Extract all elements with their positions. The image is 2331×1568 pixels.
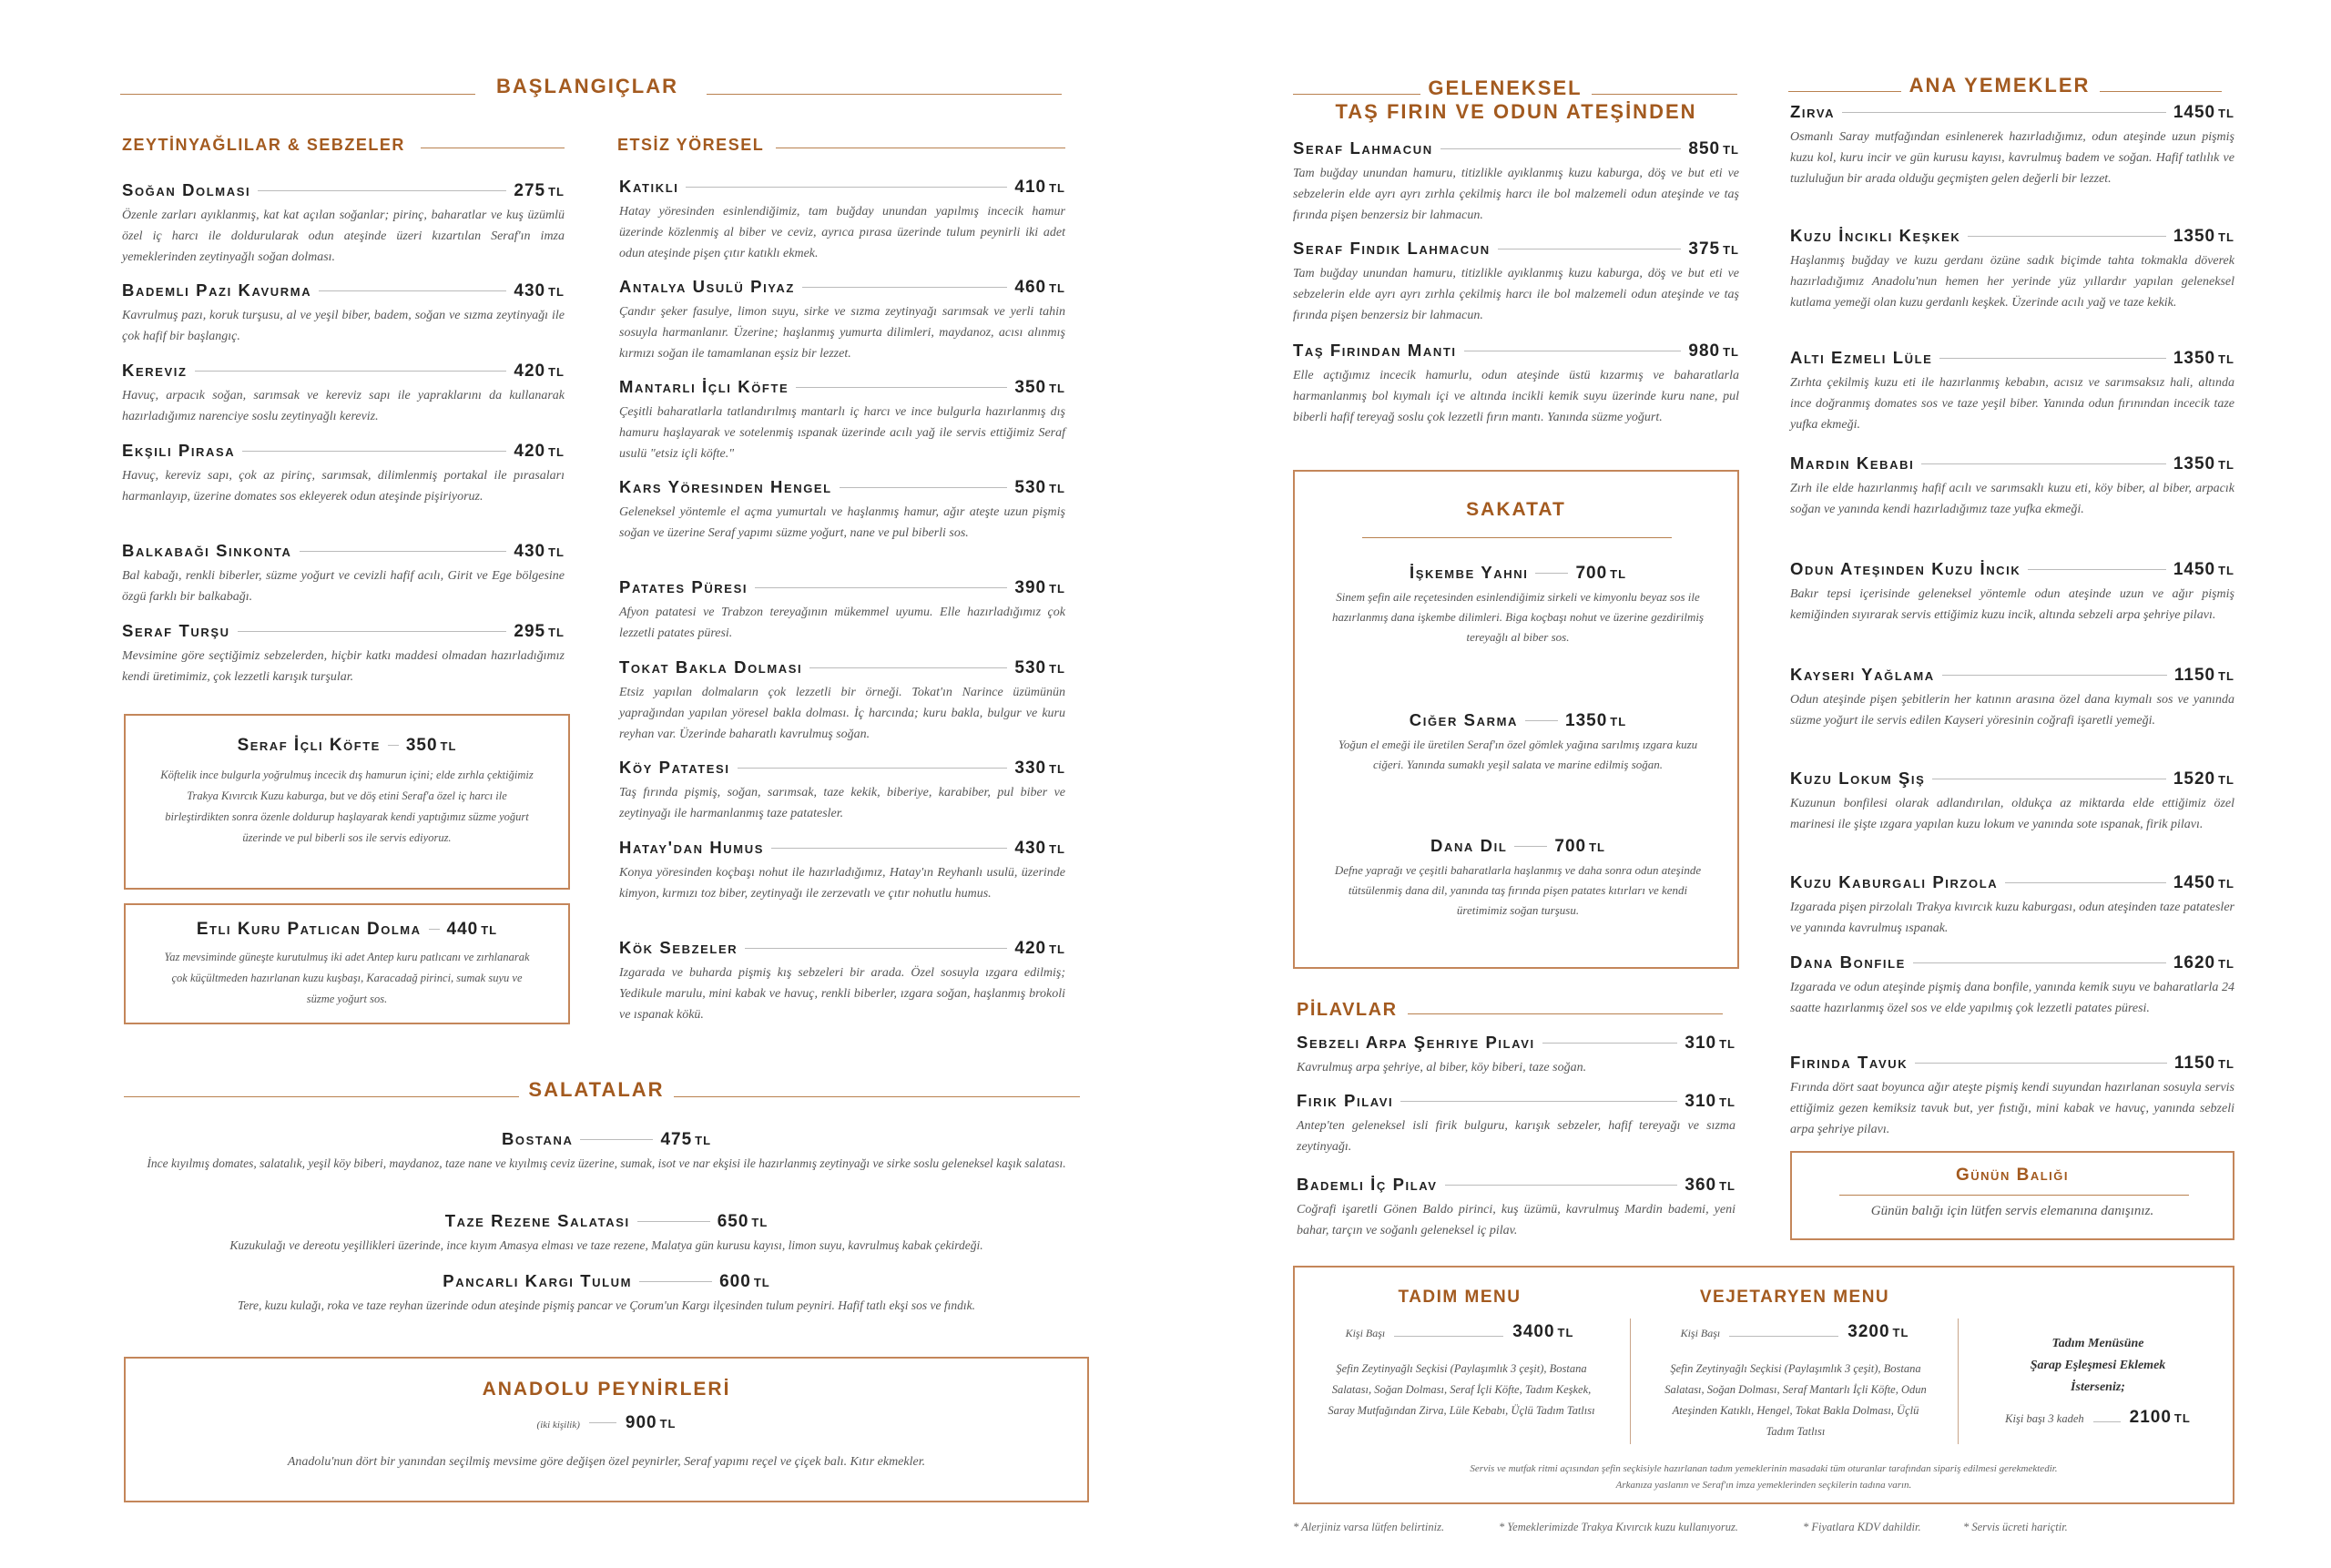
leader-dots	[1514, 846, 1547, 847]
item-price: 310 TL	[1685, 1033, 1736, 1053]
item-name: Hatay'dan Humus	[619, 838, 764, 857]
item-price: 360 TL	[1685, 1176, 1736, 1195]
item-price: 1520 TL	[2173, 769, 2234, 789]
vejetaryen-per-label: Kişi Başı	[1680, 1327, 1721, 1339]
item-price: 700 TL	[1575, 564, 1627, 583]
item-desc: Coğrafi işaretli Gönen Baldo pirinci, kuş üzümü, kavrulmuş Mardin bademi, yeni bahar, tarçın ve soğanlı geleneksel iç pilav.	[1297, 1203, 1736, 1237]
divider	[1293, 94, 1420, 95]
item-name: Fırında Tavuk	[1790, 1053, 1909, 1072]
item-name: Taze Rezene Salatası	[444, 1211, 630, 1230]
leader-dots	[755, 587, 1007, 588]
leader-dots	[771, 848, 1007, 849]
item-desc: İnce kıyılmış domates, salatalık, yeşil köy biberi, maydanoz, taze nane ve kıyılmış ceviz üzerine, sumak, isot ve nar ekşisi ile hazırlanmış zeytinyağı ve sirke soslu geleneksel kaşık salatası.	[147, 1156, 1066, 1170]
item-name: Bostana	[501, 1129, 574, 1148]
balik-desc: Günün balığı için lütfen servis elemanına danışınız.	[1870, 1204, 2154, 1218]
item-desc: Tere, kuzu kulağı, roka ve taze reyhan üzerinde odun ateşinde pişmiş pancar ve Çorum'un Kargı ilçesinden tulum peyniri. Hafif tatlı ekşi sos ve fındık.	[238, 1298, 975, 1312]
sarap-per-label: Kişi başı 3 kadeh	[2005, 1412, 2084, 1425]
menu-item	[1322, 710, 1714, 775]
item-desc: Hatay yöresinden esinlendiğimiz, tam buğday unundan yapılmış incecik hamur üzerinde közlenmiş al biber ve ceviz, ayrıca pırasa üzerinde tulum peynirli iki adet odun ateşinde pişen çıtır katıklı ekmek.	[619, 205, 1065, 260]
item-price: 420 TL	[514, 442, 565, 461]
leader-dots	[2028, 569, 2165, 570]
item-desc: Yaz mevsiminde güneşte kurutulmuş iki adet Antep kuru patlıcanı ve zırhlanarak çok küçültmeden hazırlanan kuzu kuşbaşı, Karacadağ pirinci, sumak suyu ve süzme yoğurt sos.	[164, 951, 530, 1005]
item-price: 430 TL	[514, 281, 565, 300]
menu-item	[122, 541, 565, 607]
menu-item	[1297, 1175, 1736, 1241]
etsiz-title: ETSİZ YÖRESEL	[617, 136, 765, 154]
item-price: 1450 TL	[2173, 560, 2234, 579]
item-name: Kuzu İncikli Keşkek	[1790, 226, 1961, 245]
item-name: Kuzu Kaburgalı Pirzola	[1790, 872, 1999, 891]
item-name: Pancarlı Kargı Tulum	[443, 1271, 633, 1290]
item-price: 375 TL	[1688, 239, 1739, 259]
item-desc: Odun ateşinde pişen şebitlerin her katının arasına özel dana kıymalı sos ve yanında süzme yoğurt ile servis edilen Kayseri yöresinin coğrafi işaretli yemeği.	[1790, 693, 2234, 728]
leader-dots	[1440, 148, 1682, 149]
item-name: Mardin Kebabı	[1790, 453, 1915, 473]
item-name: Bademli Pazı Kavurma	[122, 280, 312, 300]
item-desc: Çandır şeker fasulye, limon suyu, sirke ve sızma zeytinyağı sarımsak ve yerli tahin sosuyla harmanlanır. Üzerine; haşlanmış yumurta dilimleri, maydanoz, acısı alınmış kırmızı soğan ile tamamlanan eşsiz bir lezzet.	[619, 305, 1065, 361]
leader-dots	[319, 290, 506, 291]
item-desc: Havuç, arpacık soğan, sarımsak ve kereviz sapı ile yapraklarını da kullanarak hazırladığımız narenciye soslu zeytinyağlı kereviz.	[122, 389, 565, 423]
item-name: Taş Fırından Mantı	[1293, 341, 1457, 360]
leader-dots	[258, 190, 506, 191]
item-price: 850 TL	[1688, 139, 1739, 158]
menu-item	[1790, 226, 2234, 313]
item-price: 1350 TL	[1565, 711, 1627, 730]
menu-item	[122, 280, 565, 347]
leader-dots	[802, 287, 1007, 288]
menu-item	[144, 920, 550, 1010]
patlican-box	[124, 903, 570, 1024]
item-price: 430 TL	[1014, 839, 1065, 858]
geleneksel-title-1: GELENEKSEL	[1428, 76, 1583, 99]
leader-dots	[429, 929, 440, 930]
menu-item	[1790, 872, 2234, 939]
menu-item	[124, 1129, 1089, 1174]
menu-item	[1293, 341, 1739, 428]
item-name: Odun Ateşinden Kuzu İncik	[1790, 559, 2021, 578]
footnote: * Yemeklerimizde Trakya Kıvırcık kuzu kullanıyoruz.	[1499, 1521, 1738, 1533]
leader-dots	[2093, 1421, 2121, 1422]
footnote: * Fiyatlara KDV dahildir.	[1803, 1521, 1921, 1533]
footnote: * Servis ücreti hariçtir.	[1963, 1521, 2068, 1533]
leader-dots	[1921, 463, 2166, 464]
item-desc: Osmanlı Saray mutfağından esinlenerek hazırladığımız, odun ateşinde uzun pişmiş kuzu kol, kuru incir ve gün kurusu kayısı, kavrulmuş badem ve soğan. Hafif tatlılık ve tuzluluğun bir arada olduğu geçmişten gelen değerli bir lezzet.	[1790, 130, 2234, 186]
leader-dots	[1729, 1336, 1838, 1337]
item-desc: Antep'ten geleneksel isli firik bulguru, karışık sebzeler, hafif tereyağı ve sızma zeytinyağı.	[1297, 1119, 1736, 1154]
item-name: Seraf Turşu	[122, 621, 230, 640]
peynir-desc: Anadolu'nun dört bir yanından seçilmiş mevsime göre değişen özel peynirler, Seraf yapımı reçel ve çiçek balı. Kıtır ekmekler.	[287, 1455, 926, 1469]
item-desc: Çeşitli baharatlarla tatlandırılmış mantarlı iç harcı ve ince bulgurla hazırlanmış dış hamuru haşlayarak ve sotelenmiş ıspanak üzerinde acılı yağ ile servis ettiğimiz Seraf usulü "etsiz içli köfte."	[619, 405, 1065, 461]
peynir-box	[124, 1357, 1089, 1502]
leader-dots	[300, 551, 507, 552]
peynir-price-row	[126, 1413, 1087, 1433]
menu-item	[619, 657, 1065, 745]
menu-item	[619, 477, 1065, 544]
pilavlar-title: PİLAVLAR	[1297, 1000, 1398, 1020]
item-price: 460 TL	[1014, 278, 1065, 297]
divider	[1958, 1319, 1959, 1444]
sarap-line-2: Şarap Eşleşmesi Eklemek	[2030, 1359, 2166, 1372]
menu-item	[1790, 665, 2234, 731]
menu-item	[124, 1271, 1089, 1316]
item-price: 310 TL	[1685, 1092, 1736, 1111]
leader-dots	[1842, 112, 2166, 113]
item-price: 1450 TL	[2173, 103, 2234, 122]
menu-item	[1322, 563, 1714, 647]
menu-item	[619, 277, 1065, 364]
item-name: Firik Pilavı	[1297, 1091, 1394, 1110]
menu-item	[122, 180, 565, 268]
item-price: 1150 TL	[2173, 1054, 2234, 1073]
menu-item	[1293, 239, 1739, 326]
leader-dots	[1394, 1336, 1503, 1337]
item-price: 1350 TL	[2173, 227, 2234, 246]
item-price: 330 TL	[1014, 759, 1065, 778]
item-desc: Tam buğday unundan hamuru, titizlikle ayıklanmış kuzu kaburga, döş ve but eti ve sebzelerin elde ayrı ayrı zırhla çekilmiş harcı ile bol malzemeli odun ateşinde ve taş fırında pişen benzersiz bir lahmacun.	[1293, 167, 1739, 222]
item-name: Soğan Dolması	[122, 180, 251, 199]
item-name: Zirva	[1790, 102, 1836, 121]
leader-dots	[1968, 236, 2165, 237]
tadim-title: TADIM MENU	[1398, 1288, 1522, 1307]
menu-item	[619, 377, 1065, 464]
item-desc: Taş fırında pişmiş, soğan, sarımsak, taze kekik, biberiye, karabiber, pul biber ve zeytinyağı ile harmanlanmış taze patatesler.	[619, 786, 1065, 820]
sarap-price: 2100 TL	[2129, 1408, 2191, 1427]
item-name: Ekşili Pırasa	[122, 441, 236, 460]
item-price: 275 TL	[514, 181, 565, 200]
item-price: 350 TL	[405, 736, 457, 755]
menu-item	[122, 621, 565, 687]
item-name: Mantarlı İçli Köfte	[619, 377, 789, 396]
leader-dots	[639, 1281, 712, 1282]
item-price: 1620 TL	[2173, 953, 2234, 972]
item-name: Kereviz	[122, 361, 188, 380]
menu-item	[149, 736, 545, 849]
menu-item	[619, 758, 1065, 824]
leader-dots	[1939, 358, 2165, 359]
item-desc: Köftelik ince bulgurla yoğrulmuş incecik dış hamurun içini; elde zırhla çektiğimiz Trakya Kıvırcık Kuzu kaburga, but ve döş etini Seraf'a özel iç harcı ile birleştirdikten sonra özenle doldurup haşlayarak kendi yaptığımız süzme yoğurt üzerinde ve pul biberli sos ile servis ediyoruz.	[160, 769, 534, 844]
item-desc: Kavrulmuş pazı, koruk turşusu, al ve yeşil biber, badem, soğan ve sızma zeytinyağı ile çok hafif bir başlangıç.	[122, 309, 565, 343]
leader-dots	[686, 187, 1007, 188]
peynir-note: (iki kişilik)	[536, 1420, 580, 1431]
divider	[124, 1096, 519, 1097]
item-desc: Izgarada ve buharda pişmiş kış sebzeleri bir arada. Özel sosuyla ızgara edilmiş; Yedikule marulu, mini kabak ve havuç, renkli biberler, ızgara soğan, haşlanmış brokoli ve ıspanak kökü.	[619, 966, 1065, 1022]
leader-dots	[745, 948, 1007, 949]
leader-dots	[580, 1139, 653, 1140]
divider	[1408, 1013, 1723, 1014]
leader-dots	[589, 1422, 616, 1423]
item-price: 390 TL	[1014, 578, 1065, 597]
item-desc: Etsiz yapılan dolmaların çok lezzetli bir örneği. Tokat'ın Narince üzümünün yaprağından yapılan yöresel bakla dolması. İç harcında; kuru bakla, bulgur ve kuru reyhan var. Üzerinde baharatlı kavrulmuş soğan.	[619, 686, 1065, 741]
item-desc: Kuzunun bonfilesi olarak adlandırılan, oldukça az miktarda elde ettiğimiz özel marinesi ile şişte ızgara yapılan kuzu lokum ve yanında sote ıspanak, firik pilavı.	[1790, 797, 2234, 831]
item-desc: Kavrulmuş arpa şehriye, al biber, köy biberi, taze soğan.	[1297, 1061, 1587, 1074]
item-name: Patates Püresi	[619, 577, 748, 596]
leader-dots	[195, 371, 507, 372]
menu-item	[1790, 1053, 2234, 1140]
leader-dots	[2005, 882, 2166, 883]
leader-dots	[840, 487, 1008, 488]
item-name: Altı Ezmeli Lüle	[1790, 348, 1933, 367]
item-price: 530 TL	[1014, 658, 1065, 677]
item-name: Katıklı	[619, 177, 679, 196]
menu-item	[1297, 1091, 1736, 1157]
menu-item	[124, 1211, 1089, 1256]
divider	[1362, 537, 1672, 538]
peynir-title: ANADOLU PEYNİRLERİ	[482, 1379, 731, 1400]
item-name: Dana Dil	[1430, 836, 1508, 855]
item-desc: Yoğun el emeği ile üretilen Seraf'ın özel gömlek yağına sarılmış ızgara kuzu ciğeri. Yanında sumaklı yeşil salata ve marine edilmiş soğan.	[1338, 738, 1698, 771]
item-price: 410 TL	[1014, 178, 1065, 197]
sarap-line-3: İsterseniz;	[2071, 1380, 2125, 1394]
item-name: Sebzeli Arpa Şehriye Pilavı	[1297, 1033, 1535, 1052]
divider	[1592, 94, 1737, 95]
menu-item	[1790, 348, 2234, 435]
tadim-box	[1293, 1266, 2234, 1504]
menu-item	[619, 577, 1065, 644]
menu-item	[1790, 453, 2234, 520]
tadim-price-row	[1295, 1322, 1624, 1342]
item-name: Balkabağı Sinkonta	[122, 541, 292, 560]
item-price: 440 TL	[446, 920, 498, 939]
sakatat-title: SAKATAT	[1466, 499, 1566, 520]
tadim-price: 3400 TL	[1512, 1322, 1574, 1341]
item-desc: Sinem şefin aile reçetesinden esinlendiğimiz sirkeli ve kimyonlu beyaz sos ile hazırlanmış dana işkembe dilimleri. Biga koçbaşı nohut ve üzerine gezdirilmiş tereyağlı al biber sos.	[1331, 590, 1704, 644]
menu-item	[122, 361, 565, 427]
item-name: Seraf Lahmacun	[1293, 138, 1433, 158]
baslangiclar-title: BAŞLANGIÇLAR	[496, 75, 678, 97]
item-desc: Haşlanmış buğday ve kuzu gerdanı özüne sadık biçimde tahta tokmakla döverek hazırladığımız Anadolu'nun hemen her yerinde yüz yıllardır yapılan geleneksel kutlama yemeği olan kuzu gerdanlı keşkek. Üzerinde acılı yağ ve taze kekik.	[1790, 254, 2234, 310]
tadim-per-label: Kişi Başı	[1345, 1327, 1386, 1339]
item-name: Kuzu Lokum Şiş	[1790, 769, 1926, 788]
item-name: Tokat Bakla Dolması	[619, 657, 803, 677]
balik-box	[1790, 1151, 2234, 1240]
item-name: Kök Sebzeler	[619, 938, 738, 957]
item-price: 1350 TL	[2173, 349, 2234, 368]
vejetaryen-price-row	[1630, 1322, 1959, 1342]
menu-note-line-1: Servis ve mutfak ritmi açısından şefin seçkisiyle hazırlanan tadım yemeklerinin masadaki tüm oturanlar tarafından sipariş edilmesi gerekmektedir.	[1470, 1463, 2058, 1474]
menu-item	[619, 838, 1065, 904]
item-price: 980 TL	[1688, 341, 1739, 361]
item-desc: Havuç, kereviz sapı, çok az pirinç, sarımsak, dilimlenmiş portakal ile pırasaları harmanlayıp, üzerine domates sos ekleyerek odun ateşinde pişiriyoruz.	[122, 469, 565, 504]
item-desc: Bal kabağı, renkli biberler, süzme yoğurt ve cevizli hafif acılı, Girit ve Ege bölgesine özgü farklı bir balkabağı.	[122, 569, 565, 604]
item-name: Bademli İç Pilav	[1297, 1175, 1438, 1194]
menu-item	[1293, 138, 1739, 226]
item-price: 1150 TL	[2173, 666, 2234, 685]
item-price: 650 TL	[717, 1212, 769, 1231]
item-name: Ciğer Sarma	[1409, 710, 1519, 729]
item-price: 430 TL	[514, 542, 565, 561]
item-desc: Tam buğday unundan hamuru, titizlikle ayıklanmış kuzu kaburga, döş ve but eti ve sebzelerin elde ayrı ayrı zırhla çekilmiş harcı ile bol malzemeli odun ateşinde ve taş fırında pişen benzersiz bir lahmacun.	[1293, 267, 1739, 322]
leader-dots	[1915, 1063, 2167, 1064]
item-desc: Defne yaprağı ve çeşitli baharatlarla haşlanmış ve daha sonra odun ateşinde tütsülenmiş dana dil, yanında taş fırında pişen patates kıtırları ve kendi üretimimiz soğan turşusu.	[1334, 863, 1702, 917]
leader-dots	[1400, 1101, 1677, 1102]
item-price: 1450 TL	[2173, 873, 2234, 892]
zeytin-title: ZEYTİNYAĞLILAR & SEBZELER	[122, 136, 405, 154]
leader-dots	[1913, 962, 2166, 963]
vejetaryen-title: VEJETARYEN MENU	[1699, 1288, 1890, 1307]
footnote: * Alerjiniz varsa lütfen belirtiniz.	[1293, 1521, 1445, 1533]
sarap-price-row	[1961, 1408, 2234, 1428]
item-desc: Fırında dört saat boyunca ağır ateşte pişmiş kendi suyundan hazırlanan sosuyla servis ettiğimiz gezen kemiksiz tavuk but, yer fıstığı, mini kabak ve havuç, yanında sebzeli arpa şehriye pilavı.	[1790, 1081, 2234, 1136]
item-desc: Zırh ile elde hazırlanmış hafif acılı ve sarımsaklı kuzu eti, köy biber, al biber, arpacık soğan ve yanında kendi hazırladığımız taze yufka ekmeği.	[1790, 482, 2234, 516]
sarap-line-1: Tadım Menüsüne	[2051, 1337, 2144, 1350]
divider	[707, 94, 1062, 95]
leader-dots	[238, 631, 507, 632]
menu-note	[1295, 1461, 2233, 1493]
menu-item	[1790, 102, 2234, 189]
divider	[2100, 91, 2222, 92]
vejetaryen-desc: Şefin Zeytinyağlı Seçkisi (Paylaşımlık 3 çeşit), Bostana Salatası, Soğan Dolması, Seraf Mantarlı İçli Köfte, Odun Ateşinden Katıklı, Hengel, Tokat Bakla Dolması, Üçlü Tadım Tatlısı	[1664, 1362, 1927, 1438]
leader-dots	[796, 387, 1007, 388]
item-desc: Mevsimine göre seçtiğimiz sebzelerden, hiçbir katkı maddesi olmadan hazırladığımız kendi üretimimiz, çok lezzetli karışık turşular.	[122, 649, 565, 684]
divider	[674, 1096, 1080, 1097]
item-name: Köy Patatesi	[619, 758, 730, 777]
leader-dots	[388, 745, 399, 746]
item-desc: Kuzukulağı ve dereotu yeşillikleri üzerinde, ince kıyım Amasya elması ve taze rezene, Malatya gün kurusu kayısı, limon suyu, kavrulmuş kabak çekirdeği.	[229, 1238, 983, 1252]
leader-dots	[242, 451, 506, 452]
leader-dots	[738, 768, 1008, 769]
item-name: Kars Yöresinden Hengel	[619, 477, 832, 496]
item-desc: Afyon patatesi ve Trabzon tereyağının mükemmel uyumu. Elle hazırladığımız çok lezzetli patates püresi.	[619, 606, 1065, 640]
leader-dots	[1525, 720, 1558, 721]
menu-item	[619, 938, 1065, 1025]
geleneksel-title-2: TAŞ FIRIN VE ODUN ATEŞİNDEN	[1335, 100, 1697, 123]
item-name: Dana Bonfile	[1790, 952, 1906, 972]
item-desc: Konya yöresinden koçbaşı nohut ile hazırladığımız, Hatay'ın Reyhanlı usulü, üzerinde kimyon, kırmızı toz biber, zeytinyağı ile zerzevatlı ve çıtır nohutlu humus.	[619, 866, 1065, 901]
item-name: İşkembe Yahni	[1409, 563, 1529, 582]
divider	[120, 94, 475, 95]
item-price: 475 TL	[660, 1130, 712, 1149]
leader-dots	[637, 1221, 710, 1222]
leader-dots	[809, 667, 1007, 668]
item-desc: Izgarada ve odun ateşinde pişmiş dana bonfile, yanında kemik suyu ve baharatlarla 24 saatte hazırlanmış özel sos ve elde yapılmış çok lezzetli patates püresi.	[1790, 981, 2234, 1015]
menu-item	[1322, 836, 1714, 921]
item-price: 420 TL	[514, 361, 565, 381]
ana-title: ANA YEMEKLER	[1909, 74, 2091, 97]
item-name: Seraf İçli Köfte	[237, 736, 381, 755]
item-price: 600 TL	[719, 1272, 770, 1291]
menu-item	[122, 441, 565, 507]
balik-title: Günün Balığı	[1956, 1166, 2069, 1185]
menu-item	[1790, 559, 2234, 626]
divider	[1788, 91, 1901, 92]
sarap-block	[1961, 1333, 2234, 1399]
leader-dots	[1445, 1185, 1678, 1186]
menu-item	[1297, 1033, 1736, 1078]
tadim-desc: Şefin Zeytinyağlı Seçkisi (Paylaşımlık 3 çeşit), Bostana Salatası, Soğan Dolması, Seraf İçli Köfte, Tadım Keşkek, Saray Mutfağından Zirva, Lüle Kebabı, Üçlü Tadım Tatlısı	[1328, 1362, 1595, 1417]
item-desc: Elle açtığımız incecik hamurlu, odun ateşinde üstü kızarmış ve baharatlarla harmanlanmış bol kıymalı içi ve altında incikli kemik suyu üzerinde kuru nane, pul biberli hafif tereyağ soslu çok lezzetli fırın mantı. Yanında süzme yoğurt.	[1293, 369, 1739, 424]
item-desc: Geleneksel yöntemle el açma yumurtalı ve haşlanmış hamur, ağır ateşte uzun pişmiş soğan ve üzerine Seraf yapımı süzme yoğurt, nane ve pul biberli sos.	[619, 505, 1065, 540]
vejetaryen-price: 3200 TL	[1847, 1322, 1909, 1341]
menu-item	[619, 177, 1065, 264]
menu-note-line-2: Arkanıza yaslanın ve Seraf'ın imza yemeklerinden seçkilerin tadına varın.	[1615, 1480, 1912, 1491]
item-price: 1350 TL	[2173, 454, 2234, 473]
menu-item	[1790, 769, 2234, 835]
item-price: 350 TL	[1014, 378, 1065, 397]
leader-dots	[1535, 573, 1568, 574]
peynir-price: 900 TL	[625, 1413, 677, 1432]
item-name: Antalya Usulü Piyaz	[619, 277, 795, 296]
item-desc: Özenle zarları ayıklanmış, kat kat açılan soğanlar; pirinç, baharatlar ve kuş üzümlü özel iç harcı ile doldurularak odun ateşinde üzeri kızartılan Seraf'ın imza yemeklerinden zeytinyağlı soğan dolması.	[122, 209, 565, 264]
item-price: 700 TL	[1554, 837, 1605, 856]
item-name: Seraf Fındık Lahmacun	[1293, 239, 1491, 258]
item-name: Kayseri Yağlama	[1790, 665, 1935, 684]
divider	[1839, 1195, 2189, 1196]
item-price: 295 TL	[514, 622, 565, 641]
leader-dots	[1942, 675, 2167, 676]
item-price: 420 TL	[1014, 939, 1065, 958]
leader-dots	[1542, 1043, 1678, 1044]
item-desc: Izgarada pişen pirzolalı Trakya kıvırcık kuzu kaburgası, odun ateşinden taze patatesler ve yanında kavrulmuş ıspanak.	[1790, 901, 2234, 935]
sakatat-box	[1293, 470, 1739, 969]
item-price: 530 TL	[1014, 478, 1065, 497]
item-desc: Bakır tepsi içerisinde geleneksel yöntemle odun ateşinde uzun ve ağır pişmiş kemiğinden sıyırarak servis ettiğimiz kuzu incik, altında sebzeli arpa şehriye pilavı.	[1790, 587, 2234, 622]
item-desc: Zırhta çekilmiş kuzu eti ile hazırlanmış kebabın, acısız ve sarımsaksız hali, altında ince doğranmış domates sos ve taze yeşil biber. Yanında odun fırınından incecik taze yufka ekmeği.	[1790, 376, 2234, 432]
kofte-box	[124, 714, 570, 890]
menu-item	[1790, 952, 2234, 1019]
item-name: Etli Kuru Patlıcan Dolma	[196, 920, 422, 939]
salatalar-title: SALATALAR	[528, 1078, 665, 1101]
